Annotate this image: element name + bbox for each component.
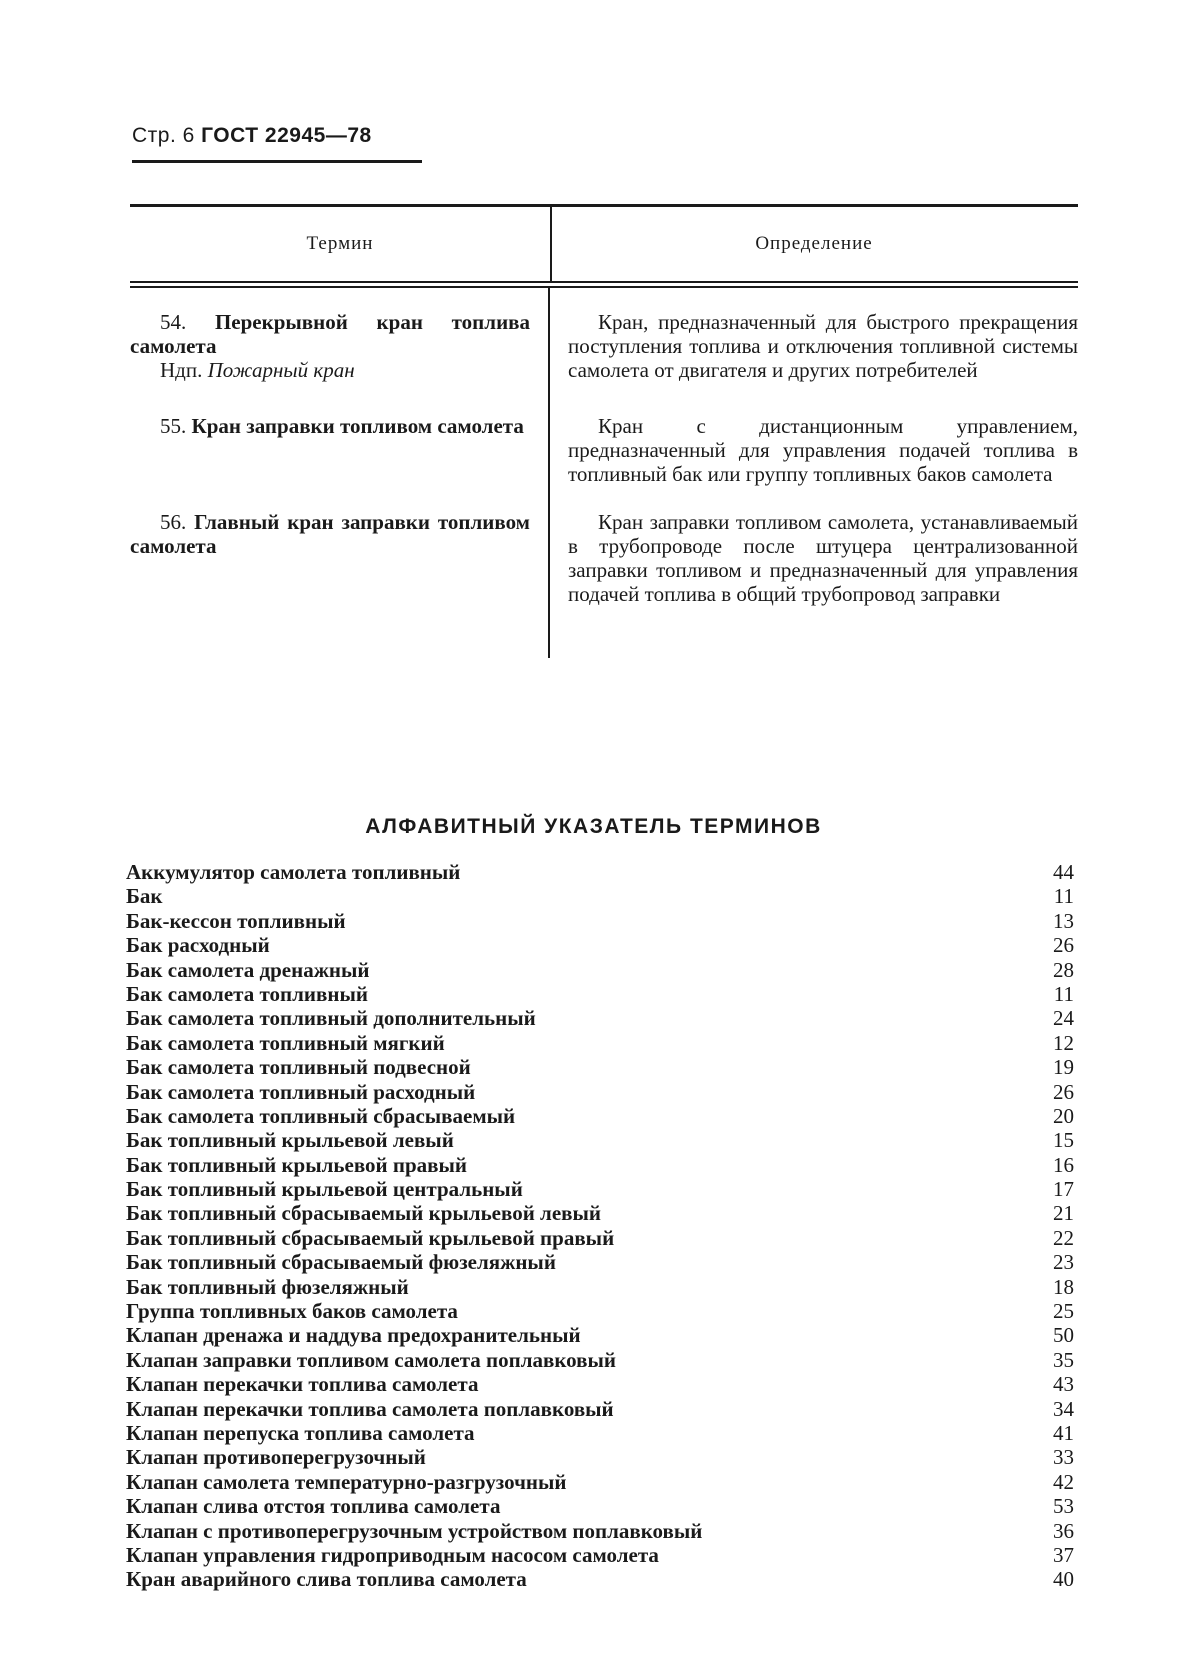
index-entry: [126, 860, 1074, 884]
index-entry-page: 15: [1053, 1128, 1074, 1153]
index-entry-page: 11: [1053, 884, 1074, 909]
index-entry: [126, 1299, 1074, 1323]
index-entry: [126, 1104, 1074, 1128]
index-entry-term: Клапан дренажа и наддува предохранительный: [126, 1323, 581, 1348]
index-entry-term: Бак самолета топливный подвесной: [126, 1055, 471, 1080]
table-row: [130, 310, 1078, 414]
index-entry-page: 42: [1053, 1469, 1074, 1494]
index-entry-page: 35: [1053, 1347, 1074, 1372]
header-rule: [132, 160, 422, 163]
index-entry-page: 12: [1053, 1030, 1074, 1055]
index-entry: [126, 1567, 1074, 1591]
index-entry-page: 36: [1053, 1518, 1074, 1543]
term-text: Главный кран заправки топливом самолета: [130, 510, 530, 558]
definition-text: Кран, предназначенный для быстрого прекращения поступления топлива и отключения топливной системы самолета от двигателя и других потребителей: [568, 310, 1078, 382]
index-entry-term: Бак самолета топливный дополнительный: [126, 1006, 536, 1031]
ndp-term: Пожарный кран: [207, 358, 355, 382]
index-entry-page: 17: [1053, 1177, 1074, 1202]
ndp-label: Ндп.: [160, 358, 203, 382]
index-entry: [126, 1543, 1074, 1567]
index-entry-page: 23: [1053, 1250, 1074, 1275]
definition-cell: [550, 414, 1078, 510]
index-entry: [126, 1080, 1074, 1104]
index-entry-term: Бак топливный крыльевой левый: [126, 1128, 454, 1153]
index-entry: [126, 982, 1074, 1006]
index-entry-page: 26: [1053, 1079, 1074, 1104]
index-entry-term: Бак топливный сбрасываемый крыльевой правый: [126, 1225, 615, 1250]
index-entry: [126, 1519, 1074, 1543]
index-entry-page: 24: [1053, 1006, 1074, 1031]
index-entry-term: Бак самолета топливный расходный: [126, 1079, 476, 1104]
index-entry-page: 26: [1053, 933, 1074, 958]
column-header-term: Термин: [306, 233, 374, 254]
index-entry: [126, 1494, 1074, 1518]
index-entry-page: 21: [1053, 1201, 1074, 1226]
index-entry-page: 20: [1053, 1103, 1074, 1128]
index-entry-page: 22: [1053, 1225, 1074, 1250]
table-row: [130, 414, 1078, 510]
index-entry-page: 13: [1053, 908, 1074, 933]
index-entry: [126, 1348, 1074, 1372]
index-entry-term: Бак-кессон топливный: [126, 908, 346, 933]
term-cell: [130, 510, 550, 630]
index-entry-term: Бак самолета топливный мягкий: [126, 1030, 445, 1055]
index-entry: [126, 1177, 1074, 1201]
index-entry-term: Клапан перекачки топлива самолета поплавковый: [126, 1396, 614, 1421]
index-entry-term: Клапан слива отстоя топлива самолета: [126, 1494, 501, 1519]
index-entry-term: Бак самолета топливный: [126, 981, 368, 1006]
index-entry-page: 53: [1053, 1494, 1074, 1519]
index-entry-term: Клапан перекачки топлива самолета: [126, 1372, 479, 1397]
header-column-divider: [550, 207, 552, 281]
index-entry-term: Бак самолета дренажный: [126, 957, 370, 982]
index-entry-term: Бак топливный крыльевой центральный: [126, 1177, 523, 1202]
index-entry-page: 11: [1053, 981, 1074, 1006]
term-number: 54.: [160, 310, 187, 334]
index-entry-term: Клапан заправки топливом самолета поплавковый: [126, 1347, 616, 1372]
index-entry: [126, 1031, 1074, 1055]
index-entry-page: 19: [1053, 1055, 1074, 1080]
definition-cell: [550, 310, 1078, 414]
table-row: [130, 510, 1078, 630]
index-entry-term: Аккумулятор самолета топливный: [126, 860, 461, 884]
index-entry: [126, 909, 1074, 933]
definition-cell: [550, 510, 1078, 630]
index-entry-term: Бак топливный сбрасываемый крыльевой левый: [126, 1201, 601, 1226]
index-entry: [126, 1275, 1074, 1299]
index-entry-term: Бак: [126, 884, 163, 909]
term-cell: [130, 414, 550, 510]
index-entry-page: 34: [1053, 1396, 1074, 1421]
index-entry-term: Бак топливный сбрасываемый фюзеляжный: [126, 1250, 556, 1275]
index-entry: [126, 884, 1074, 908]
index-entry-term: Клапан противоперегрузочный: [126, 1445, 426, 1470]
index-entry: [126, 1128, 1074, 1152]
index-entry-page: 44: [1053, 860, 1074, 884]
index-entry: [126, 1470, 1074, 1494]
index-entry-term: Клапан перепуска топлива самолета: [126, 1420, 475, 1445]
index-entry-term: Кран аварийного слива топлива самолета: [126, 1567, 527, 1592]
index-entry: [126, 1226, 1074, 1250]
index-entry: [126, 1006, 1074, 1030]
index-entry: [126, 933, 1074, 957]
index-entry: [126, 1397, 1074, 1421]
definition-text: Кран заправки топливом самолета, устанавливаемый в трубопроводе после штуцера централизованной заправки топливом и предназначенный для управления подачей топлива в общий трубопровод заправки: [568, 510, 1078, 606]
index-entry-page: 18: [1053, 1274, 1074, 1299]
definition-text: Кран с дистанционным управлением, предназначенный для управления подачей топлива в топливный бак или группу топливных баков самолета: [568, 414, 1078, 486]
index-entry-page: 33: [1053, 1445, 1074, 1470]
index-entry: [126, 1372, 1074, 1396]
index-entry: [126, 1421, 1074, 1445]
index-entry-page: 50: [1053, 1323, 1074, 1348]
table-body: [130, 288, 1078, 630]
index-entry-page: 25: [1053, 1299, 1074, 1324]
index-entry: [126, 958, 1074, 982]
table-header-rule: [130, 281, 1078, 288]
term-index-list: [126, 860, 1074, 1592]
page-header: [132, 124, 372, 148]
index-entry-page: 28: [1053, 957, 1074, 982]
term-text: Кран заправки топливом самолета: [191, 414, 524, 438]
index-entry: [126, 1153, 1074, 1177]
term-text: Перекрывной кран топлива самолета: [130, 310, 531, 358]
index-entry-term: Клапан с противоперегрузочным устройством поплавковый: [126, 1518, 703, 1543]
index-entry-term: Бак расходный: [126, 933, 270, 958]
index-entry-page: 40: [1053, 1567, 1074, 1592]
column-header-definition: Определение: [755, 233, 873, 254]
standard-code: ГОСТ 22945—78: [201, 124, 372, 147]
not-allowed-term: [130, 358, 530, 382]
index-entry-page: 16: [1053, 1152, 1074, 1177]
page-number: Стр. 6: [132, 124, 195, 147]
index-entry: [126, 1323, 1074, 1347]
index-entry-term: Бак топливный фюзеляжный: [126, 1274, 409, 1299]
table-header: [130, 207, 1078, 281]
index-entry-term: Группа топливных баков самолета: [126, 1299, 458, 1324]
index-entry-page: 41: [1053, 1420, 1074, 1445]
index-entry-term: Клапан самолета температурно-разгрузочный: [126, 1469, 567, 1494]
index-entry-page: 37: [1053, 1542, 1074, 1567]
index-entry: [126, 1250, 1074, 1274]
index-title: АЛФАВИТНЫЙ УКАЗАТЕЛЬ ТЕРМИНОВ: [365, 815, 822, 838]
term-number: 55.: [160, 414, 187, 438]
index-entry-term: Бак топливный крыльевой правый: [126, 1152, 467, 1177]
term-cell: [130, 310, 550, 414]
index-entry-page: 43: [1053, 1372, 1074, 1397]
terms-table: [130, 204, 1078, 630]
index-entry: [126, 1445, 1074, 1469]
index-entry: [126, 1055, 1074, 1079]
term-number: 56.: [160, 510, 187, 534]
index-entry: [126, 1201, 1074, 1225]
index-entry-term: Клапан управления гидроприводным насосом самолета: [126, 1542, 659, 1567]
index-entry-term: Бак самолета топливный сбрасываемый: [126, 1103, 516, 1128]
